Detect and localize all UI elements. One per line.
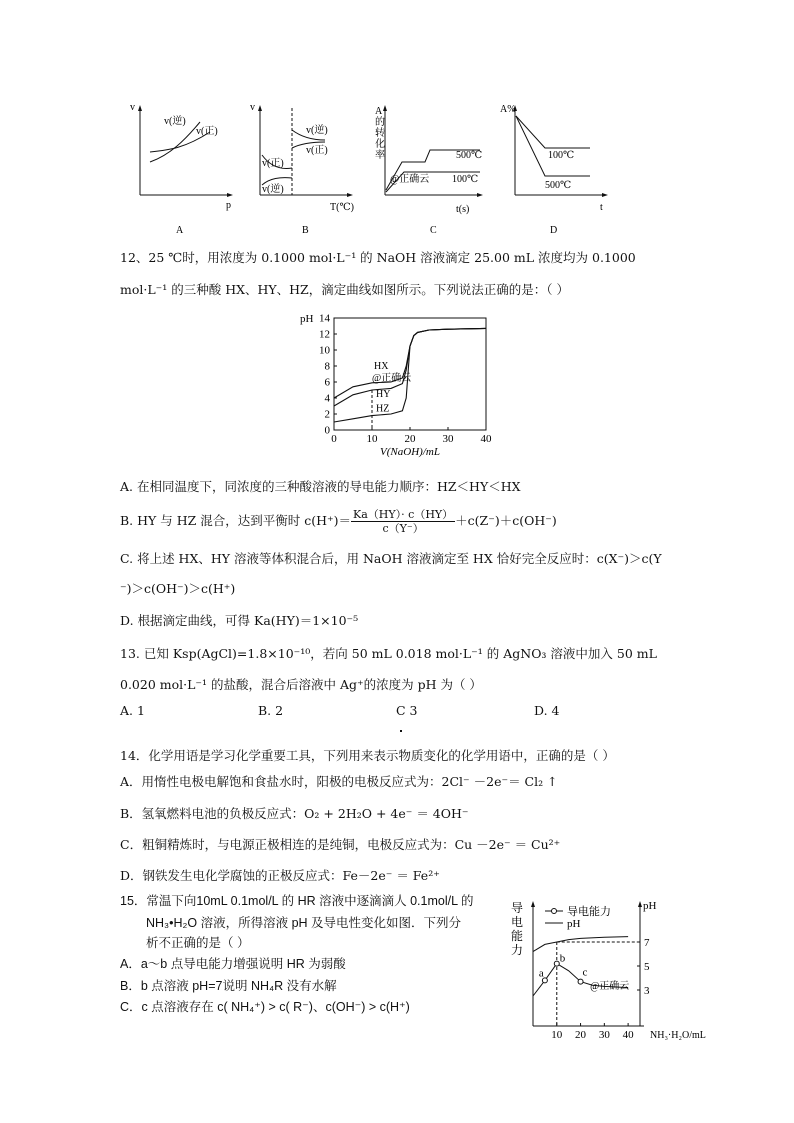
fig-d-curve-low: 500℃ xyxy=(545,180,572,191)
x-tick-label: 40 xyxy=(480,433,492,445)
x-tick-label: 30 xyxy=(442,433,454,445)
y-right-tick-label: 3 xyxy=(644,985,650,997)
y-left-label-char: 导 xyxy=(511,901,524,915)
fig-b-right-top: v(逆) xyxy=(306,125,328,136)
annotation-hz: HZ xyxy=(376,403,390,415)
y-left-label-char: 电 xyxy=(511,915,524,929)
series-line-ph xyxy=(533,937,628,952)
q12-b-num: Ka（HY）· c（HY） xyxy=(353,508,454,521)
fig-d-xaxis: t xyxy=(600,202,603,213)
fig-c-yaxis-0: A xyxy=(375,106,383,117)
y-tick-label: 0 xyxy=(324,424,330,437)
q13-option-a: A. 1 xyxy=(120,703,145,718)
chart-watermark: @正确云 xyxy=(590,980,630,992)
y-right-tick-label: 7 xyxy=(644,937,650,949)
annotation-hx: HX xyxy=(374,361,389,373)
y-tick-label: 12 xyxy=(319,328,330,341)
x-axis-label: NH₃·H₂O/mL xyxy=(650,1030,706,1041)
x-tick-label: 30 xyxy=(598,1029,610,1041)
q15-conductivity-chart xyxy=(508,898,713,1043)
y-left-label-char: 能 xyxy=(511,929,524,943)
fig-a-curve2: v(正) xyxy=(196,126,218,137)
q12-line2: mol·L⁻¹ 的三种酸 HX、HY、HZ，滴定曲线如图所示。下列说法正确的是：（ ） xyxy=(120,282,569,297)
q12-b-den: c（Y⁻） xyxy=(382,522,424,535)
y-axis-label: pH xyxy=(300,313,314,325)
right-axis-arrow xyxy=(638,901,642,907)
fig-c xyxy=(375,105,483,236)
q12-option-d: D. 根据滴定曲线，可得 Ka(HY)＝1×10⁻⁵ xyxy=(120,613,359,628)
fig-a-xaxis: p xyxy=(226,200,231,211)
fig-a-caption: A xyxy=(176,225,184,236)
y-right-label: pH xyxy=(643,900,657,912)
q12-option-c2: ⁻)＞c(OH⁻)＞c(H⁺) xyxy=(120,581,236,596)
q14-option-d: D．钢铁发生电化学腐蚀的正极反应式：Fe－2e⁻ ＝ Fe²⁺ xyxy=(120,868,440,883)
legend-label-ph: pH xyxy=(567,918,581,930)
fig-d-caption: D xyxy=(550,225,558,236)
series-line-hy xyxy=(334,328,486,406)
fig-d-yaxis: A% xyxy=(500,104,516,115)
y-tick-label: 4 xyxy=(324,392,330,405)
q13-option-d: D. 4 xyxy=(534,703,560,718)
fig-c-xaxis: t(s) xyxy=(456,204,470,215)
y-tick-label: 14 xyxy=(319,312,330,325)
q13-line2: 0.020 mol·L⁻¹ 的盐酸，混合后溶液中 Ag⁺的浓度为 pH 为（ ） xyxy=(120,677,482,692)
point-c xyxy=(578,979,583,984)
y-right-tick-label: 5 xyxy=(644,961,650,973)
q14-option-b: B．氢氧燃料电池的负极反应式：O₂ + 2H₂O + 4e⁻ ＝ 4OH⁻ xyxy=(120,806,469,821)
legend-label-conductivity: 导电能力 xyxy=(567,906,611,918)
fig-c-curve-high: 500℃ xyxy=(456,150,483,161)
fig-b-left-top: v(正) xyxy=(262,158,284,169)
fig-c-yaxis-2: 转 xyxy=(375,128,385,139)
q13-line1: 13. 已知 Ksp(AgCl)=1.8×10⁻¹⁰，若向 50 mL 0.018 mol·L⁻¹ 的 AgNO₃ 溶液中加入 50 mL xyxy=(120,646,657,661)
fig-a-curve1: v(逆) xyxy=(164,116,186,127)
q14-option-a: A．用惰性电极电解饱和食盐水时，阳极的电极反应式为：2Cl⁻ －2e⁻＝ Cl₂ ↑ xyxy=(120,774,558,789)
q15-option-a: A．a～b 点导电能力增强说明 HR 为弱酸 xyxy=(120,957,346,971)
fig-a xyxy=(130,102,233,236)
stray-dot xyxy=(400,730,402,732)
x-axis-label: V(NaOH)/mL xyxy=(380,446,440,458)
fig-b-xaxis: T(℃) xyxy=(330,202,354,213)
fig-b-right-bottom: v(正) xyxy=(306,145,328,156)
y-tick-label: 6 xyxy=(324,376,330,389)
q15-line2: NH₃•H₂O 溶液，所得溶液 pH 及导电性变化如图．下列分 xyxy=(146,916,462,930)
fig-c-caption: C xyxy=(430,225,437,236)
q13-option-c: C 3 xyxy=(396,703,418,718)
q12-option-b xyxy=(120,508,557,535)
fig-b-caption: B xyxy=(302,225,309,236)
x-tick-label: 20 xyxy=(575,1029,587,1041)
annotation-hy: HY xyxy=(376,389,391,401)
y-tick-label: 2 xyxy=(324,408,330,421)
fig-c-watermark: @正确云 xyxy=(390,174,430,185)
point-b xyxy=(554,961,559,966)
y-tick-label: 8 xyxy=(324,360,330,373)
x-tick-label: 20 xyxy=(404,433,416,445)
fig-c-yaxis-4: 率 xyxy=(375,150,385,161)
q12-b-post: ＋c(Z⁻)＋c(OH⁻) xyxy=(455,513,557,528)
q12-option-a: A. 在相同温度下，同浓度的三种酸溶液的导电能力顺序：HZ＜HY＜HX xyxy=(120,479,521,494)
fig-b-left-bottom: v(逆) xyxy=(262,184,284,195)
q12-line1: 12、25 ℃时，用浓度为 0.1000 mol·L⁻¹ 的 NaOH 溶液滴定 25.00 mL 浓度均为 0.1000 xyxy=(120,250,636,265)
q12-b-pre: B. HY 与 HZ 混合，达到平衡时 c(H⁺)＝ xyxy=(120,513,352,528)
legend-marker-conductivity xyxy=(552,909,557,914)
x-tick-label: 10 xyxy=(551,1029,563,1041)
q15-line3: 析不正确的是（ ） xyxy=(146,936,250,950)
point-label-b: b xyxy=(559,952,566,965)
q11-figures xyxy=(120,100,640,242)
q12-b-fraction xyxy=(351,508,455,535)
y-tick-label: 10 xyxy=(319,344,330,357)
x-tick-label: 40 xyxy=(622,1029,634,1041)
point-label-c: c xyxy=(582,966,588,979)
fig-b-yaxis: v xyxy=(250,102,255,113)
annotation-watermark: @正确云 xyxy=(372,373,412,385)
fig-d-curve-high: 100℃ xyxy=(548,150,575,161)
fig-a-yaxis: v xyxy=(130,102,135,113)
fig-c-curve-low: 100℃ xyxy=(452,174,479,185)
point-label-a: a xyxy=(538,967,544,980)
q14-option-c: C．粗铜精炼时，与电源正极相连的是纯铜，电极反应式为：Cu －2e⁻ ＝ Cu²⁺ xyxy=(120,837,561,852)
fig-b xyxy=(250,102,354,236)
q15-line1: 15．常温下向10mL 0.1mol/L 的 HR 溶液中逐滴滴人 0.1mol/L 的 xyxy=(120,894,474,908)
q13-option-b: B. 2 xyxy=(258,703,284,718)
fig-d xyxy=(500,104,608,236)
series-line-hx xyxy=(334,328,486,401)
fig-c-yaxis-3: 化 xyxy=(375,139,385,150)
q14-stem: 14．化学用语是学习化学重要工具，下列用来表示物质变化的化学用语中，正确的是（ ） xyxy=(120,748,615,763)
fig-c-yaxis-1: 的 xyxy=(375,117,385,128)
y-left-label-char: 力 xyxy=(511,943,524,957)
q15-option-b: B．b 点溶液 pH=7说明 NH₄R 没有水解 xyxy=(120,979,337,993)
q12-titration-chart xyxy=(296,308,502,458)
q12-option-c1: C. 将上述 HX、HY 溶液等体积混合后，用 NaOH 溶液滴定至 HX 恰好完全反应时：c(X⁻)＞c(Y xyxy=(120,551,662,566)
left-axis-arrow xyxy=(531,901,535,907)
x-tick-label: 0 xyxy=(331,433,337,445)
q15-option-c: C．c 点溶液存在 c( NH₄⁺) > c( R⁻)、c(OH⁻) > c(H⁺) xyxy=(120,1000,410,1014)
x-tick-label: 10 xyxy=(366,433,378,445)
